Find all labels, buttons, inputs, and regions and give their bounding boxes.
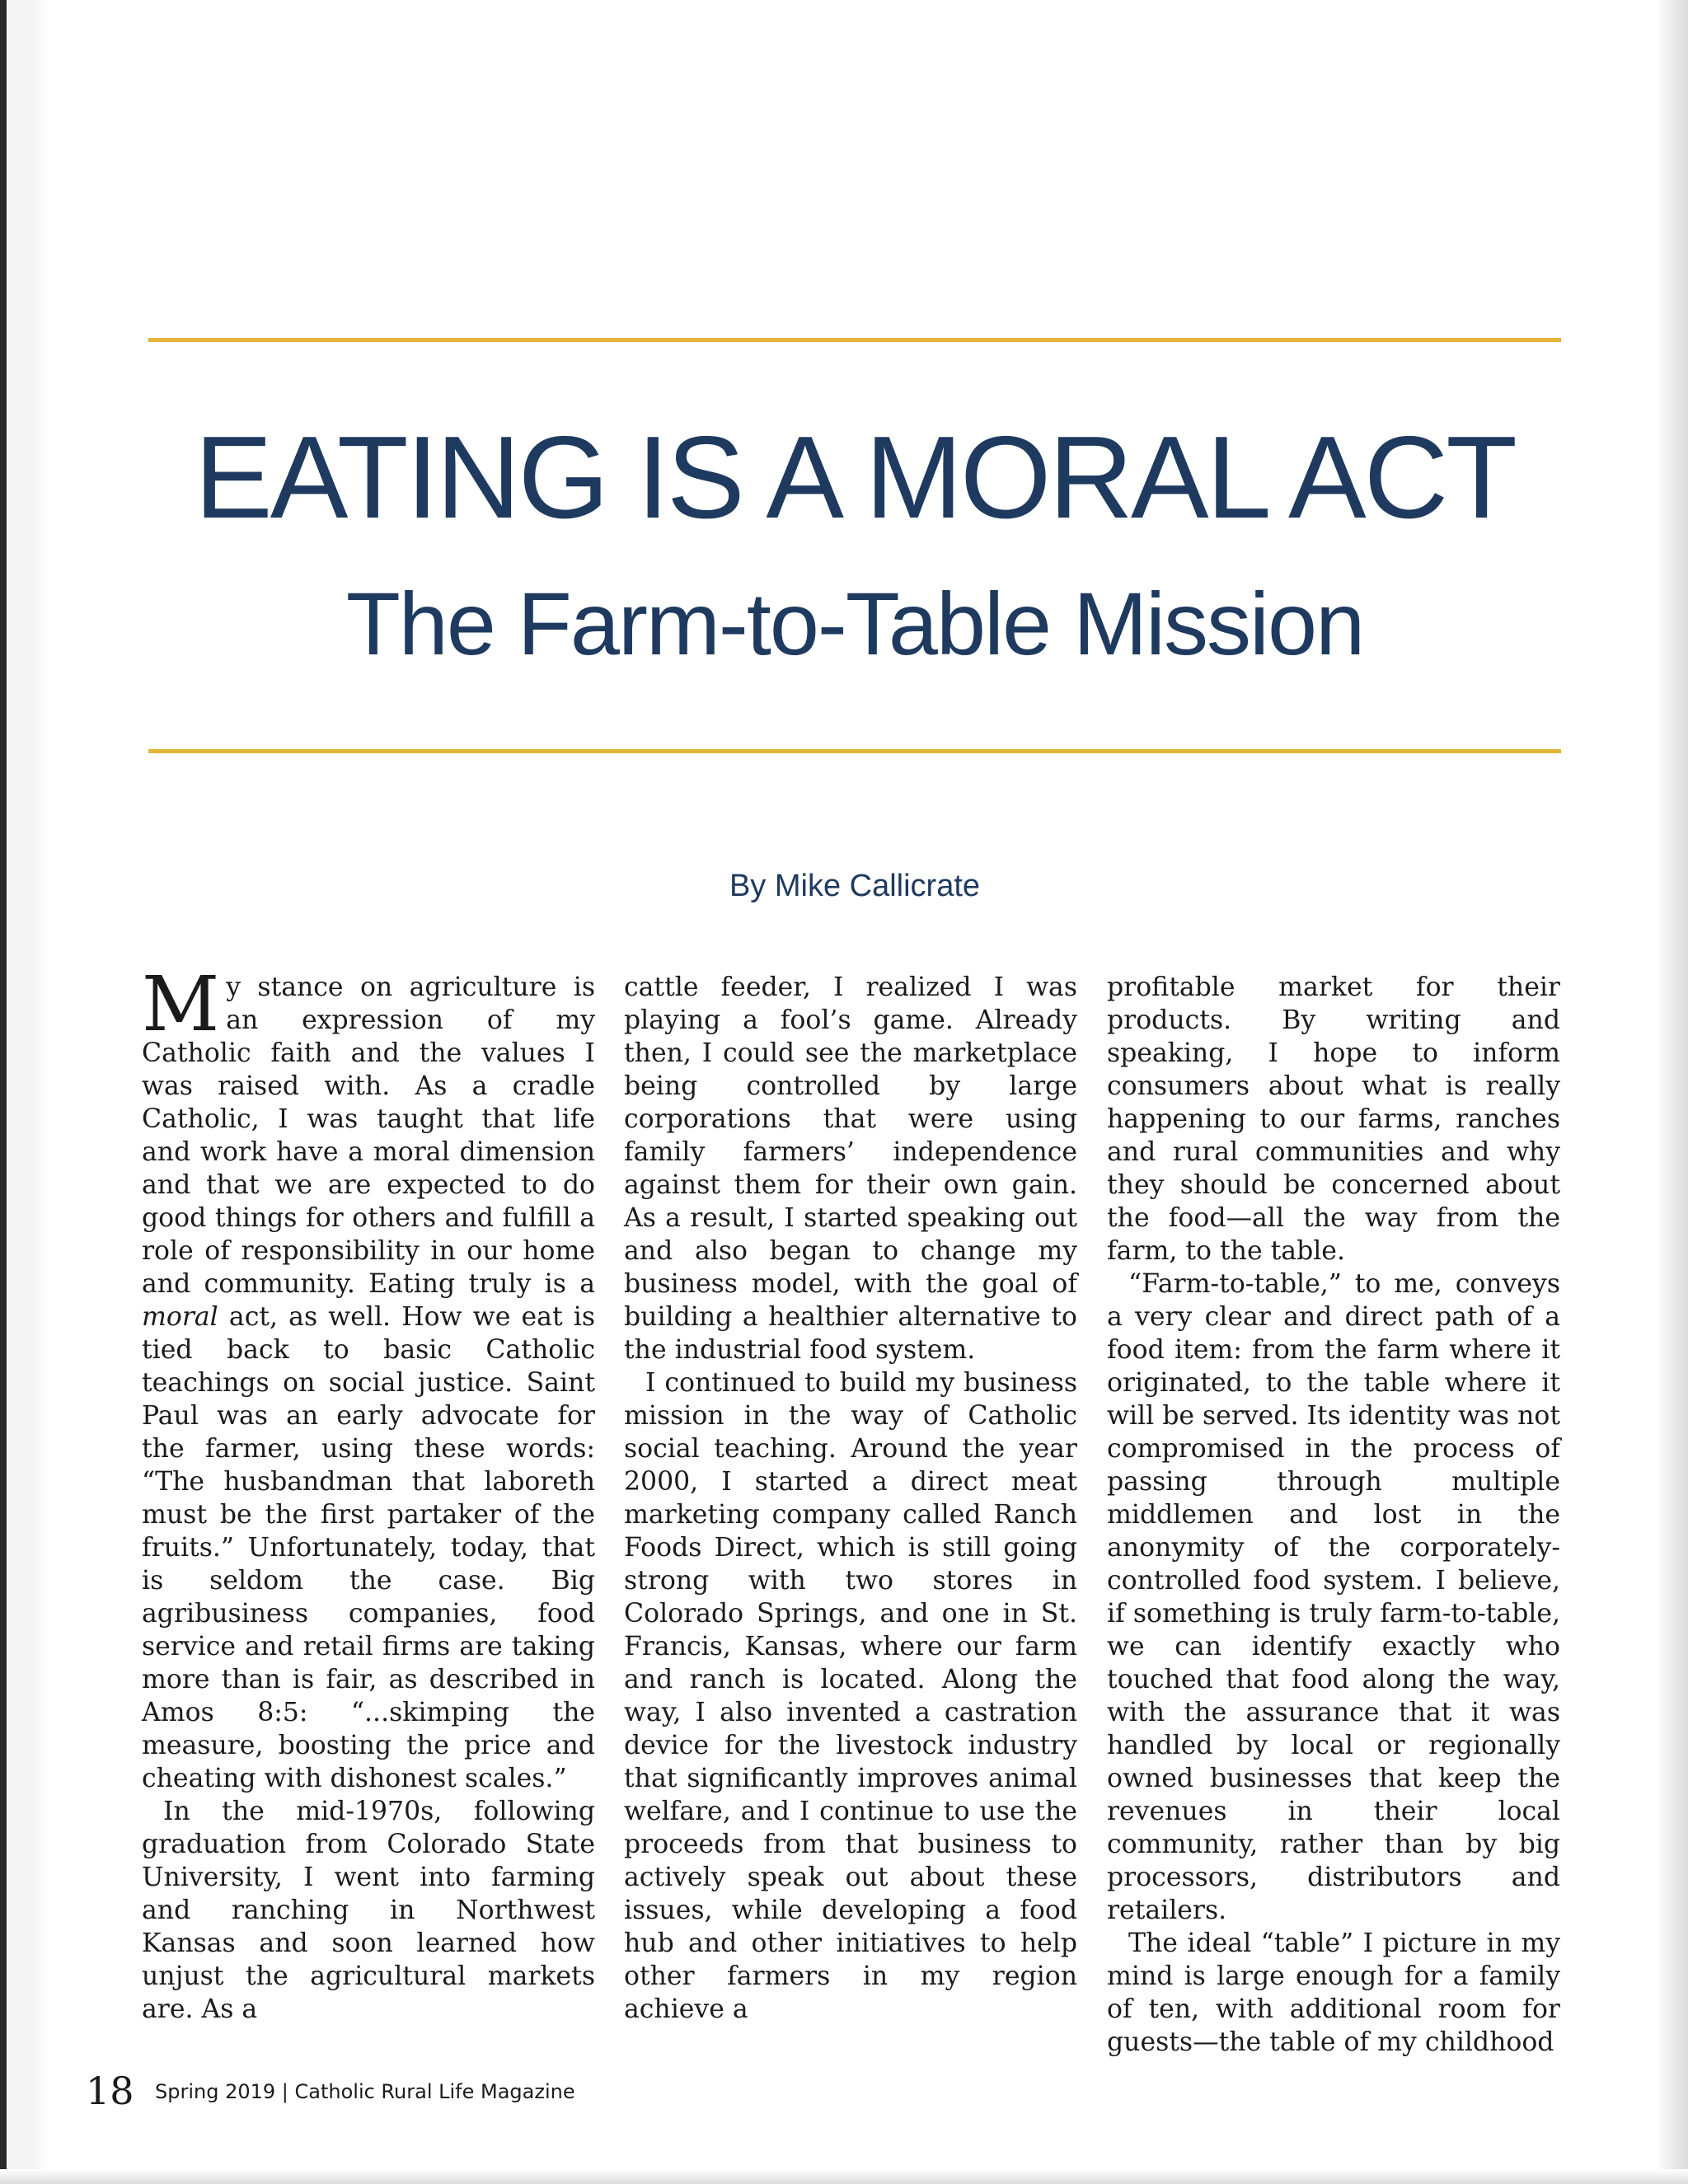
article-subtitle: The Farm-to-Table Mission	[345, 574, 1364, 673]
title-rule-top	[148, 338, 1561, 342]
article-title: EATING IS A MORAL ACT	[195, 412, 1515, 543]
footer-issue: Spring 2019 | Catholic Rural Life Magazine	[155, 2080, 575, 2103]
drop-cap: M	[142, 960, 220, 1048]
paragraph-text: act, as well. How we eat is tied back to basic Catholic teachings on social justice. Saint Paul was an early advocate for the farmer, using these words: “The husbandman that laboreth must be the first partaker of the fruits.” Unfortunately, today, that is seldom the case. Big agribusiness companies, food service and retail firms are taking more than is fair, as described in Amos 8:5: “...skimping the measure, boosting the price and cheating with dishonest scales.”	[142, 1302, 595, 1793]
article-column-3	[1107, 971, 1560, 2059]
page-binding-edge	[0, 0, 51, 2184]
paragraph-text: y stance on agriculture is an expression of my Catholic faith and the values I was raised with. As a cradle Catholic, I was taught that life and work have a moral dimension and that we are expected to do good things for others and fulfill a role of responsibility in our home and community. Eating truly is a	[142, 972, 595, 1299]
paragraph	[142, 960, 595, 1795]
article-column-1	[142, 960, 595, 2026]
byline: By Mike Callicrate	[729, 869, 981, 903]
title-rule-bottom	[148, 749, 1561, 753]
paragraph: The ideal “table” I picture in my mind is large enough for a family of ten, with additional room for guests—the table of my childhood	[1107, 1929, 1560, 2057]
page-right-edge	[1655, 0, 1688, 2184]
paragraph: cattle feeder, I realized I was playing a fool’s game. Already then, I could see the marketplace being controlled by large corporations that were using family farmers’ independence against them for their own gain. As a result, I started speaking out and also began to change my business model, with the goal of building a healthier alternative to the industrial food system.	[624, 972, 1077, 1365]
article-column-2	[624, 971, 1077, 2026]
emphasis-text: moral	[142, 1302, 218, 1332]
page-bottom-edge	[0, 2169, 1688, 2184]
paragraph: “Farm-to-table,” to me, conveys a very clear and direct path of a food item: from the farm where it originated, to the table where it will be served. Its identity was not compromised in the process of passing through multiple middlemen and lost in the anonymity of the corporately-controlled food system. I believe, if something is truly farm-to-table, we can identify exactly who touched that food along the way, with the assurance that it was handled by local or regionally owned businesses that keep the revenues in their local community, rather than by big processors, distributors and retailers.	[1107, 1269, 1560, 1925]
page-number: 18	[86, 2069, 134, 2113]
paragraph: In the mid-1970s, following graduation from Colorado State University, I went into farming and ranching in Northwest Kansas and soon learned how unjust the agricultural markets are. As a	[142, 1797, 595, 2024]
paragraph: I continued to build my business mission in the way of Catholic social teaching. Around the year 2000, I started a direct meat marketing company called Ranch Foods Direct, which is still going strong with two stores in Colorado Springs, and one in St. Francis, Kansas, where our farm and ranch is located. Along the way, I also invented a castration device for the livestock industry that significantly improves animal welfare, and I continue to use the proceeds from that business to actively speak out about these issues, while developing a food hub and other initiatives to help other farmers in my region achieve a	[624, 1368, 1077, 2024]
paragraph: profitable market for their products. By writing and speaking, I hope to inform consumers about what is really happening to our farms, ranches and rural communities and why they should be concerned about the food—all the way from the farm, to the table.	[1107, 972, 1560, 1266]
